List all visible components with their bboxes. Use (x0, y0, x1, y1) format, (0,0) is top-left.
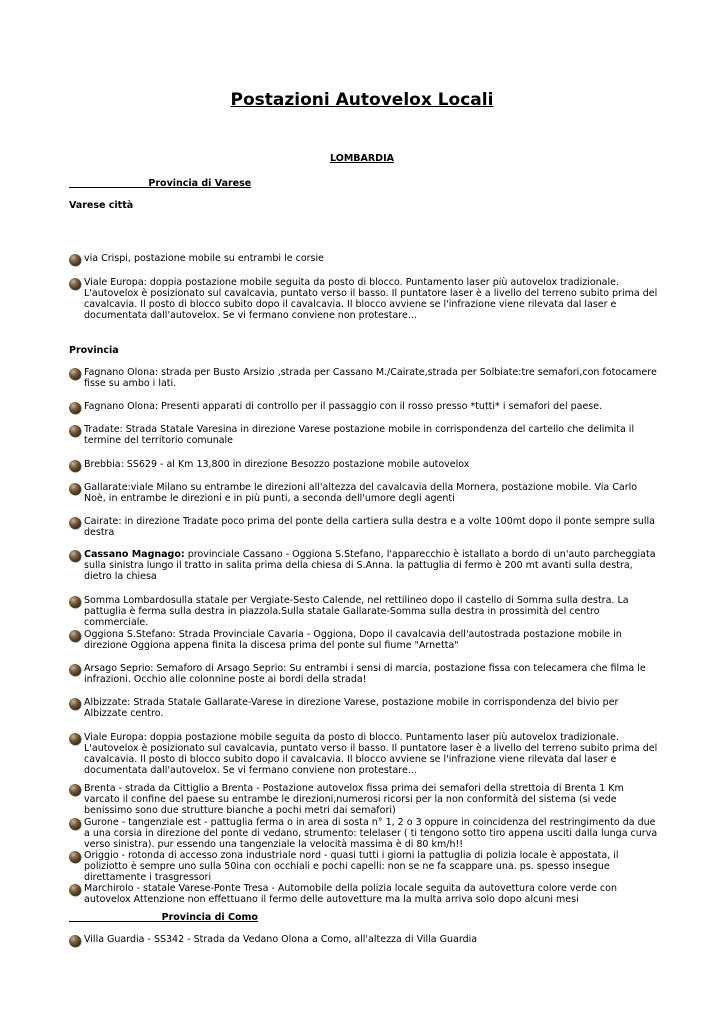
list-item (69, 664, 659, 686)
bullet-icon (69, 935, 81, 947)
list-item (69, 517, 659, 539)
province-heading-como (69, 912, 258, 923)
entry-text: Albizzate: Strada Statale Gallarate-Varese in direzione Varese, postazione mobile in corrispondenza del bivio per Albizzate centro. (84, 697, 619, 719)
bullet-icon (69, 630, 81, 642)
bullet-icon (69, 784, 81, 796)
bullet-icon (69, 664, 81, 676)
entry-strong-text: Cassano Magnago: (84, 549, 185, 560)
bullet-icon (69, 733, 81, 745)
bullet-icon (69, 818, 81, 830)
province-heading-label: Provincia di Varese (148, 178, 252, 189)
list-item (69, 596, 659, 629)
entry-text: Origgio - rotonda di accesso zona industriale nord - quasi tutti i giorni la pattuglia di polizia locale è appostata, il poliziotto è sempre uno sulla 50ina con occhiali e pochi capelli: non se ne fa scappare una. ps. spesso insegue direttamente i trasgressori (84, 850, 619, 883)
list-item (69, 630, 659, 652)
bullet-icon (69, 254, 81, 266)
province-heading-varese (69, 178, 251, 189)
list-item (69, 884, 659, 906)
entry-text: Somma Lombardosulla statale per Vergiate-Sesto Calende, nel rettilineo dopo il castello di Somma sulla destra. La pattuglia è ferma sulla destra in piazzola.Sulla statale Gallarate-Somma sulla destra in prossimità del centro commerciale. (84, 595, 629, 628)
entry-text: Viale Europa: doppia postazione mobile seguita da posto di blocco. Puntamento laser più autovelox tradizionale. L'autovelox è posizionato sul cavalcavia, puntato verso il basso. Il puntatore laser è a livello del terreno subito prima del cavalcavia. Il posto di blocco subito dopo il cavalcavia. Il blocco avviene se l'infrazione viene rilevata dal laser e documentata dall'autovelox. Se vi fermano conviene non protestare... (84, 277, 658, 321)
list-item (69, 402, 659, 413)
entry-text: Cairate: in direzione Tradate poco prima del ponte della cartiera sulla destra e a volte 100mt dopo il ponte sempre sulla destra (84, 516, 655, 538)
list-item (69, 698, 659, 720)
bullet-icon (69, 402, 81, 414)
bullet-icon (69, 368, 81, 380)
bullet-icon (69, 698, 81, 710)
list-item (69, 550, 659, 583)
group-heading-provincia: Provincia (69, 345, 119, 356)
list-item (69, 460, 659, 471)
entry-text: Gallarate:viale Milano su entrambe le direzioni all'altezza del cavalcavia della Mornera, postazione mobile. Via Carlo Noè, in entrambe le direzioni e in più punti, a seconda dell'umore degli agenti (84, 482, 638, 504)
entry-text: Fagnano Olona: Presenti apparati di controllo per il passaggio con il rosso presso *tutti* i semafori del paese. (84, 401, 603, 412)
list-item (69, 733, 659, 777)
entry-text: provinciale Cassano - Oggiona S.Stefano, l'apparecchio è istallato a bordo di un'auto parcheggiata sulla sinistra lungo il tratto in salita prima della chiesa di S.Anna. la pattuglia di fermo è 200 mt avanti sulla destra, dietro la chiesa (84, 549, 656, 582)
entry-text: Brebbia: SS629 - al Km 13,800 in direzione Besozzo postazione mobile autovelox (84, 459, 470, 470)
list-item (69, 818, 659, 851)
bullet-icon (69, 460, 81, 472)
heading-underline-spacer (69, 912, 162, 923)
heading-underline-spacer (69, 178, 148, 189)
province-heading-label: Provincia di Como (161, 912, 258, 923)
entry-text: Oggiona S.Stefano: Strada Provinciale Cavaria - Oggiona, Dopo il cavalcavia dell'autostrada postazione mobile in direzione Oggiona appena finita la discesa prima del ponte sul fiume "Arnetta" (84, 629, 622, 651)
bullet-icon (69, 517, 81, 529)
entry-text: Viale Europa: doppia postazione mobile seguita da posto di blocco. Puntamento laser più autovelox tradizionale. L'autovelox è posizionato sul cavalcavia, puntato verso il basso. Il puntatore laser è a livello del terreno subito prima del cavalcavia. Il posto di blocco subito dopo il cavalcavia. Il blocco avviene se l'infrazione viene rilevata dal laser e documentata dall'autovelox. Se vi fermano conviene non protestare... (84, 732, 658, 776)
entry-text: via Crispi, postazione mobile su entrambi le corsie (84, 253, 324, 264)
list-item (69, 784, 659, 817)
bullet-icon (69, 596, 81, 608)
list-item (69, 483, 659, 505)
entry-text: Marchirolo - statale Varese-Ponte Tresa - Automobile della polizia locale seguita da autovettura colore verde con autovelox Attenzione non effettuano il fermo delle autovetture ma la multa arriva solo dopo alcuni mesi (84, 883, 617, 905)
entry-text: Tradate: Strada Statale Varesina in direzione Varese postazione mobile in corrispondenza del cartello che delimita il termine del territorio comunale (84, 424, 635, 446)
list-item (69, 368, 659, 390)
group-heading-varese-citta: Varese città (69, 200, 134, 211)
bullet-icon (69, 851, 81, 863)
bullet-icon (69, 425, 81, 437)
bullet-icon (69, 278, 81, 290)
entry-text: Fagnano Olona: strada per Busto Arsizio ,strada per Cassano M./Cairate,strada per Solbiate:tre semafori,con fotocamere fisse su ambo i lati. (84, 367, 657, 389)
entry-text: Gurone - tangenziale est - pattuglia ferma o in area di sosta n° 1, 2 o 3 oppure in coincidenza del restringimento da due a una corsia in direzione del ponte di vedano, strumento: telelaser ( ti tengono sotto tiro appena usciti dalla lunga curva verso sinistra). pur essendo una tangenziale la velocità massima è di 80 km/h!! (84, 817, 658, 850)
entry-text: Villa Guardia - SS342 - Strada da Vedano Olona a Como, all'altezza di Villa Guardia (84, 934, 478, 945)
bullet-icon (69, 550, 81, 562)
bullet-icon (69, 884, 81, 896)
entry-text: Brenta - strada da Cittiglio a Brenta - Postazione autovelox fissa prima dei semafori della strettoia di Brenta 1 Km varcato il confine del paese su entrambe le direzioni,numerosi ricorsi per la non conformità del sistema (si vede benissimo sono due strutture bianche a pochi metri dai semafori) (84, 783, 624, 816)
list-item (69, 278, 659, 322)
list-item (69, 851, 659, 884)
bullet-icon (69, 483, 81, 495)
region-heading: LOMBARDIA (330, 153, 394, 164)
page-title: Postazioni Autovelox Locali (230, 90, 494, 110)
list-item (69, 425, 659, 447)
list-item (69, 254, 659, 265)
list-item (69, 935, 659, 946)
entry-text: Arsago Seprio: Semaforo di Arsago Seprio: Su entrambi i sensi di marcia, postazione fissa con telecamera che filma le infrazioni. Occhio alle colonnine poste ai bordi della strada! (84, 663, 646, 685)
